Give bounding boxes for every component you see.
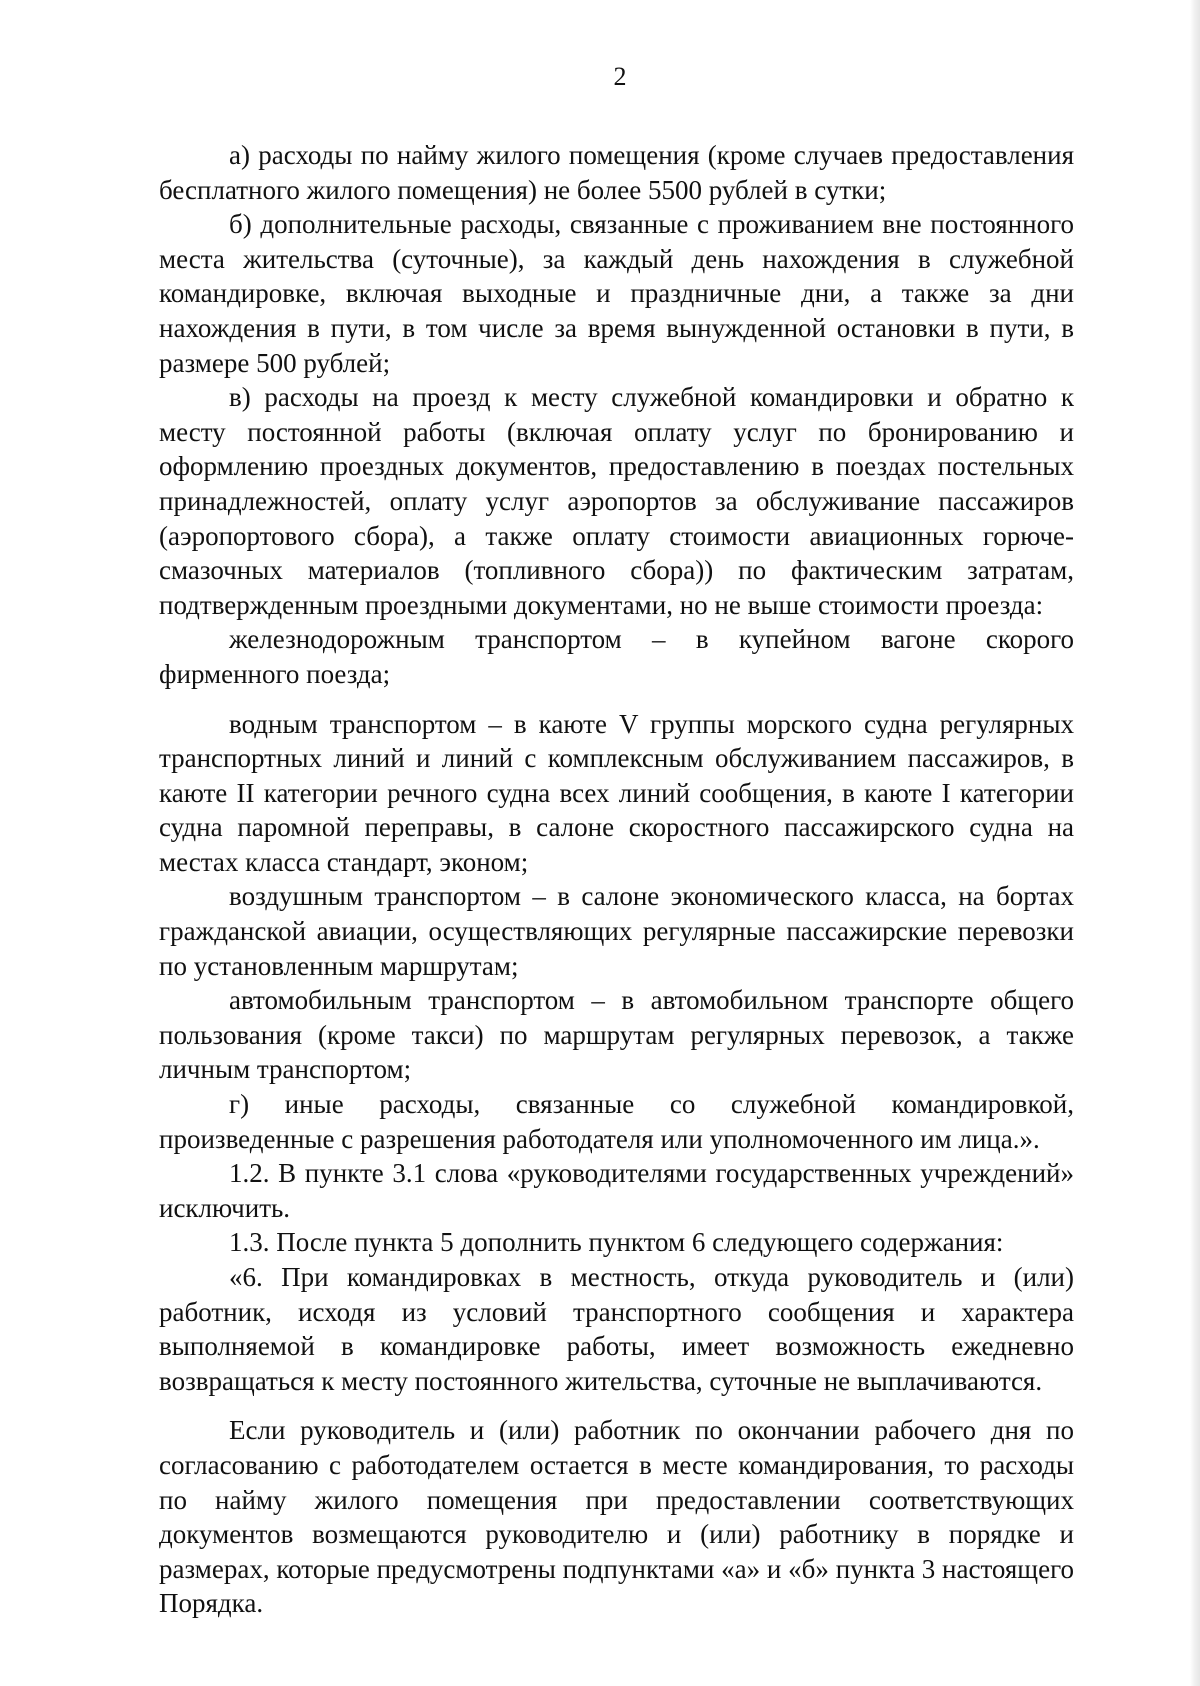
paragraph-air-transport: воздушным транспортом – в салоне экономического класса, на бортах гражданской авиации, осуществляющих регулярные пассажирские перевозки по установленным маршрутам; [159, 881, 1074, 981]
paragraph-railway-transport: железнодорожным транспортом – в купейном вагоне скорого фирменного поезда; [159, 624, 1074, 689]
paragraph-item-6-continued: Если руководитель и (или) работник по окончании рабочего дня по согласованию с работодателем остается в месте командирования, то расходы по найму жилого помещения при предоставлении соответствующих документов возмещаются руководителю и (или) работнику в порядке и размерах, которые предусмотрены подпунктами «а» и «б» пункта 3 настоящего Порядка. [159, 1415, 1074, 1619]
paragraph-a-housing-expenses: а) расходы по найму жилого помещения (кроме случаев предоставления бесплатного жилого помещения) не более 5500 рублей в сутки; [159, 140, 1074, 205]
scan-edge [1190, 0, 1200, 1686]
page-number: 2 [613, 62, 627, 91]
paragraph-item-6: «6. При командировках в местность, откуда руководитель и (или) работник, исходя из условий транспортного сообщения и характера выполняемой в командировке работы, имеет возможность ежедневно возвращаться к месту постоянного жительства, суточные не выплачиваются. [159, 1262, 1074, 1396]
paragraph-v-travel-expenses: в) расходы на проезд к месту служебной командировки и обратно к месту постоянной работы (включая оплату услуг по бронированию и оформлению проездных документов, предоставлению в поездах постельных принадлежностей, оплату услуг аэропортов за обслуживание пассажиров (аэропортового сбора), а также оплату стоимости авиационных горюче-смазочных материалов (топливного сбора)) по фактическим затратам, подтвержденным проездными документами, но не выше стоимости проезда: [159, 382, 1074, 620]
paragraph-clause-1-3: 1.3. После пункта 5 дополнить пунктом 6 следующего содержания: [229, 1227, 1004, 1258]
paragraph-g-other-expenses: г) иные расходы, связанные со служебной командировкой, произведенные с разрешения работодателя или уполномоченного им лица.». [159, 1089, 1074, 1154]
document-body [159, 138, 1074, 1621]
paragraph-water-transport: водным транспортом – в каюте V группы морского судна регулярных транспортных линий и линий с комплексным обслуживанием пассажиров, в каюте II категории речного судна всех линий сообщения, в каюте I категории судна паромной переправы, в салоне скоростного пассажирского судна на местах класса стандарт, эконом; [159, 708, 1074, 877]
paragraph-road-transport: автомобильным транспортом – в автомобильном транспорте общего пользования (кроме такси) по маршрутам регулярных перевозок, а также личным транспортом; [159, 985, 1074, 1085]
paragraph-clause-1-2: 1.2. В пункте 3.1 слова «руководителями государственных учреждений» исключить. [159, 1158, 1074, 1223]
paragraph-b-daily-allowance: б) дополнительные расходы, связанные с проживанием вне постоянного места жительства (суточные), за каждый день нахождения в служебной командировке, включая выходные и праздничные дни, а также за дни нахождения в пути, в том числе за время вынужденной остановки в пути, в размере 500 рублей; [159, 209, 1074, 378]
